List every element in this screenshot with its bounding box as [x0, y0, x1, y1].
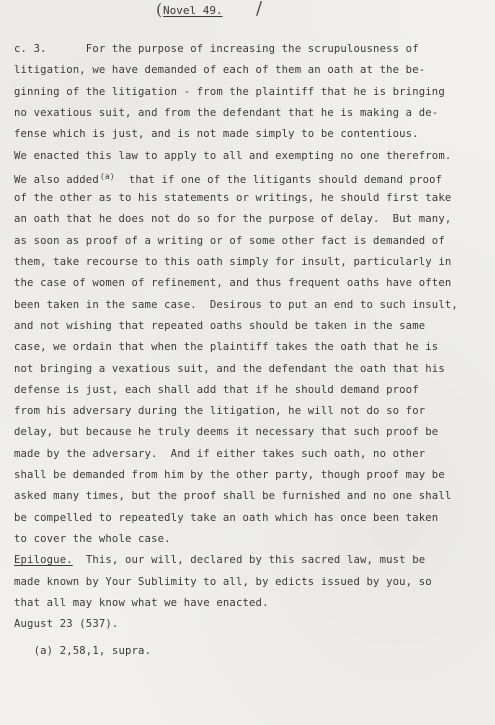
text-line: of the other as to his statements or writings, he should first take	[14, 192, 452, 205]
text-line	[14, 553, 425, 567]
text-line: that all may know what we have enacted.	[14, 596, 269, 609]
text-line: We enacted this law to apply to all and exempting no one therefrom.	[14, 149, 452, 162]
text-line: August 23 (537).	[14, 618, 119, 631]
line-text: that if one of the litigants should demand proof	[115, 173, 443, 186]
text-line: be compelled to repeatedly take an oath which has once been taken	[14, 511, 439, 524]
text-line: defense is just, each shall add that if he should demand proof	[14, 383, 419, 396]
text-line: and not wishing that repeated oaths should be taken in the same	[14, 319, 426, 332]
text-line: fense which is just, and is not made simply to be contentious.	[14, 128, 419, 141]
text-line: not bringing a vexatious suit, and the defendant the oath that his	[14, 362, 445, 375]
text-line: the case of women of refinement, and thus frequent oaths have often	[14, 277, 452, 290]
open-paren-mark: (	[156, 0, 163, 19]
handwritten-slash-mark: /	[256, 0, 263, 19]
text-line: made by the adversary. And if either takes such oath, no other	[14, 447, 426, 460]
text-line: delay, but because he truly deems it necessary that such proof be	[14, 426, 439, 439]
text-line	[14, 170, 442, 184]
text-line: as soon as proof of a writing or of some other fact is demanded of	[14, 234, 445, 247]
text-line: litigation, we have demanded of each of them an oath at the be-	[14, 64, 426, 77]
text-line: to cover the whole case.	[14, 532, 171, 545]
text-line: been taken in the same case. Desirous to put an end to such insult,	[14, 298, 458, 311]
footnote-marker: (a)	[99, 171, 115, 181]
text-line: an oath that he does not do so for the purpose of delay. But many,	[14, 213, 452, 226]
text-line: no vexatious suit, and from the defendant that he is making a de-	[14, 106, 439, 119]
text-line: shall be demanded from him by the other party, though proof may be	[14, 469, 445, 481]
text-line: ginning of the litigation - from the plaintiff that he is bringing	[14, 85, 445, 98]
text-line: made known by Your Sublimity to all, by edicts issued by you, so	[14, 575, 432, 588]
text-line: asked many times, but the proof shall be furnished and no one shall	[14, 490, 452, 503]
text-line: from his adversary during the litigation, he will not do so for	[14, 405, 426, 418]
text-line: them, take recourse to this oath simply for insult, particularly in	[14, 256, 452, 268]
text-line: case, we ordain that when the plaintiff takes the oath that he is	[14, 341, 439, 354]
section-number: c. 3.	[14, 43, 47, 55]
line-text: We also added	[14, 173, 99, 186]
line-text: For the purpose of increasing the scrupulousness of	[46, 43, 419, 55]
page-title: Novel 49.	[163, 4, 223, 17]
text-line	[14, 42, 419, 56]
epilogue-heading: Epilogue.	[14, 554, 73, 567]
footnote: (a) 2,58,1, supra.	[14, 645, 152, 658]
line-text: This, our will, declared by this sacred law, must be	[72, 554, 426, 567]
